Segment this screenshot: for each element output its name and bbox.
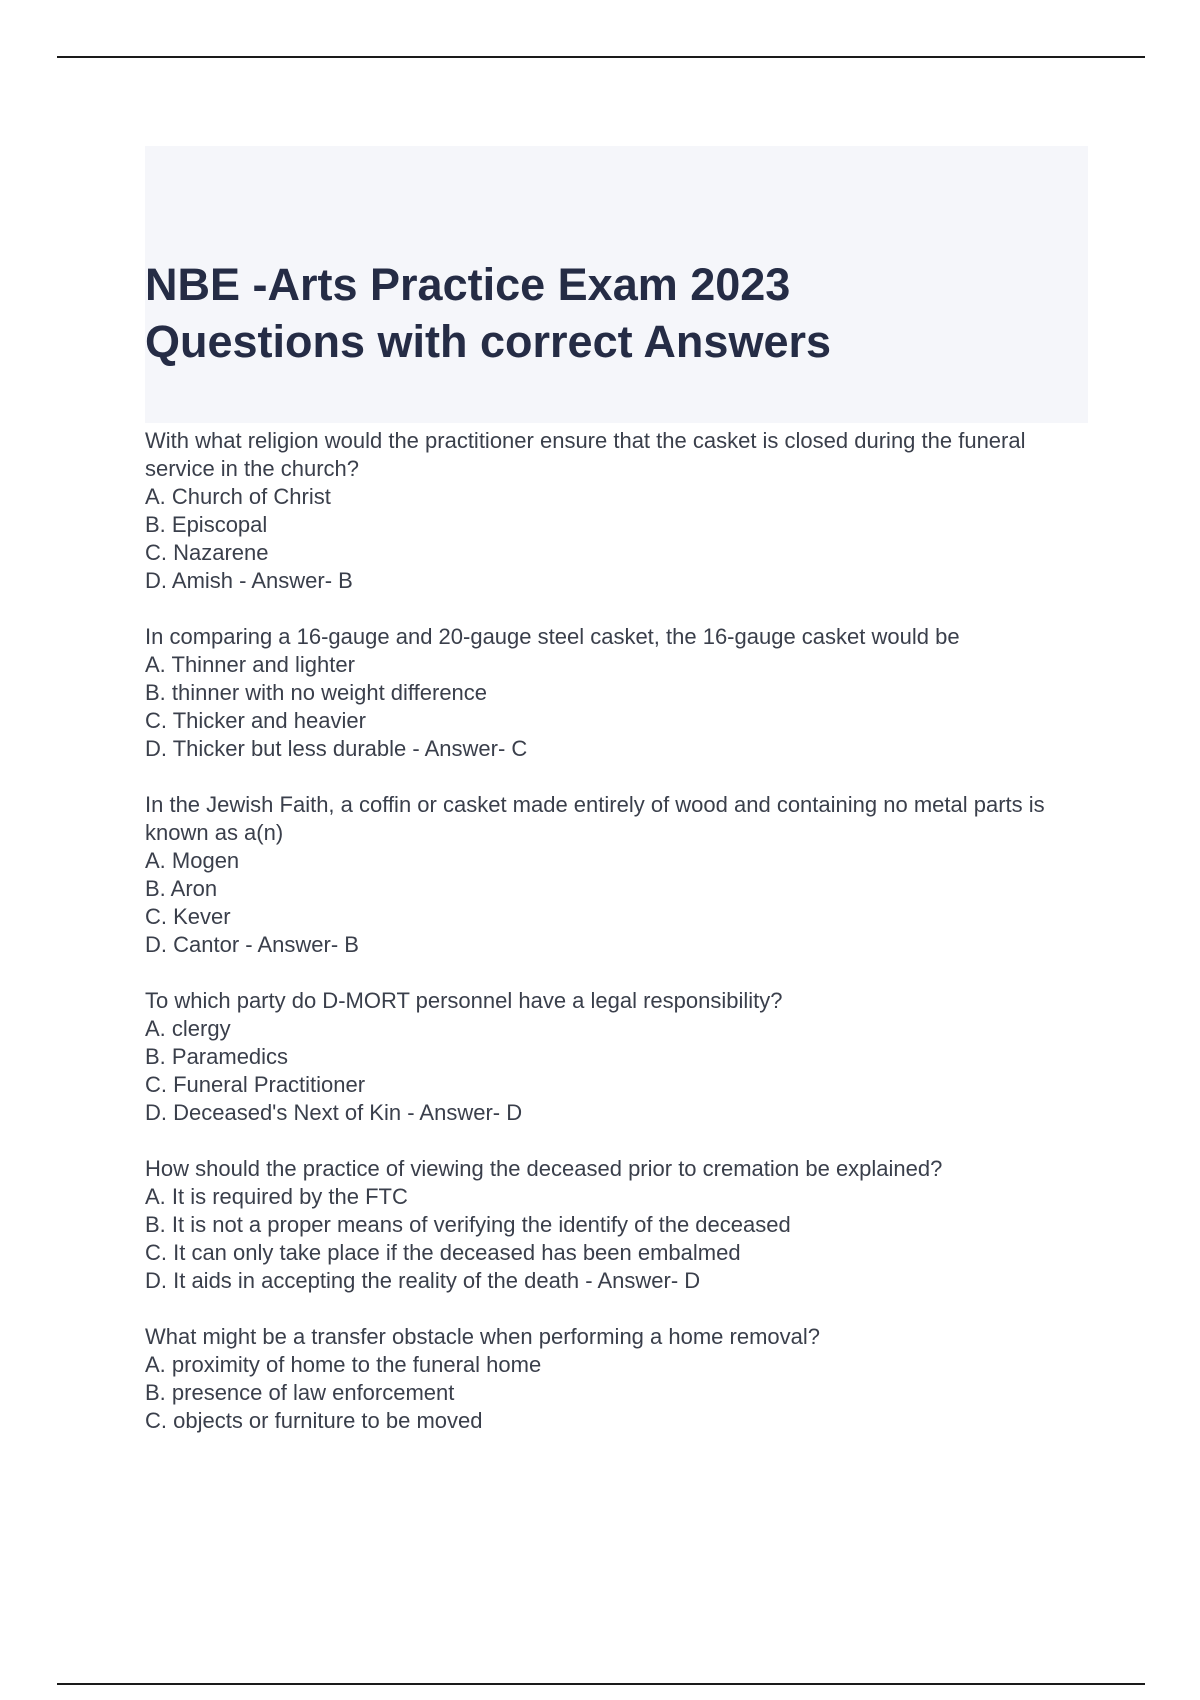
question-5: [145, 1155, 1088, 1295]
bottom-rule: [57, 1683, 1145, 1685]
question-3: [145, 791, 1088, 959]
question-stem: To which party do D-MORT personnel have a legal responsibility?: [145, 988, 783, 1013]
question-stem: What might be a transfer obstacle when performing a home removal?: [145, 1324, 820, 1349]
title-line-2: Questions with correct Answers: [145, 316, 832, 367]
top-rule: [57, 56, 1145, 58]
question-4: [145, 987, 1088, 1127]
answer-option: B. presence of law enforcement: [145, 1380, 455, 1405]
answer-option: B. Aron: [145, 876, 218, 901]
answer-option: D. Cantor - Answer- B: [145, 932, 359, 957]
answer-option: A. Thinner and lighter: [145, 652, 355, 677]
answer-option: A. proximity of home to the funeral home: [145, 1352, 542, 1377]
answer-option: C. objects or furniture to be moved: [145, 1408, 483, 1433]
answer-option: B. Episcopal: [145, 512, 268, 537]
answer-option: C. Nazarene: [145, 540, 269, 565]
question-list: [145, 423, 1088, 1435]
title-banner: [145, 146, 1088, 423]
title-line-1: NBE -Arts Practice Exam 2023: [145, 259, 791, 310]
answer-option: B. Paramedics: [145, 1044, 289, 1069]
answer-option: B. thinner with no weight difference: [145, 680, 488, 705]
document-title: [145, 256, 831, 370]
answer-option: D. Amish - Answer- B: [145, 568, 353, 593]
answer-option: D. Deceased's Next of Kin - Answer- D: [145, 1100, 523, 1125]
question-stem: In the Jewish Faith, a coffin or casket made entirely of wood and containing no metal parts is known as a(n): [145, 792, 1045, 845]
answer-option: A. It is required by the FTC: [145, 1184, 408, 1209]
answer-option: C. Thicker and heavier: [145, 708, 366, 733]
question-stem: How should the practice of viewing the deceased prior to cremation be explained?: [145, 1156, 943, 1181]
question-1: [145, 427, 1088, 595]
answer-option: A. Mogen: [145, 848, 240, 873]
question-stem: In comparing a 16-gauge and 20-gauge steel casket, the 16-gauge casket would be: [145, 624, 960, 649]
answer-option: C. It can only take place if the deceased has been embalmed: [145, 1240, 741, 1265]
answer-option: C. Funeral Practitioner: [145, 1072, 366, 1097]
question-stem: With what religion would the practitioner ensure that the casket is closed during the funeral service in the church?: [145, 428, 1026, 481]
answer-option: D. It aids in accepting the reality of the death - Answer- D: [145, 1268, 701, 1293]
answer-option: A. Church of Christ: [145, 484, 331, 509]
answer-option: C. Kever: [145, 904, 231, 929]
document-body: [145, 146, 1088, 1463]
question-6: [145, 1323, 1088, 1435]
answer-option: B. It is not a proper means of verifying the identify of the deceased: [145, 1212, 791, 1237]
answer-option: D. Thicker but less durable - Answer- C: [145, 736, 528, 761]
question-2: [145, 623, 1088, 763]
answer-option: A. clergy: [145, 1016, 231, 1041]
